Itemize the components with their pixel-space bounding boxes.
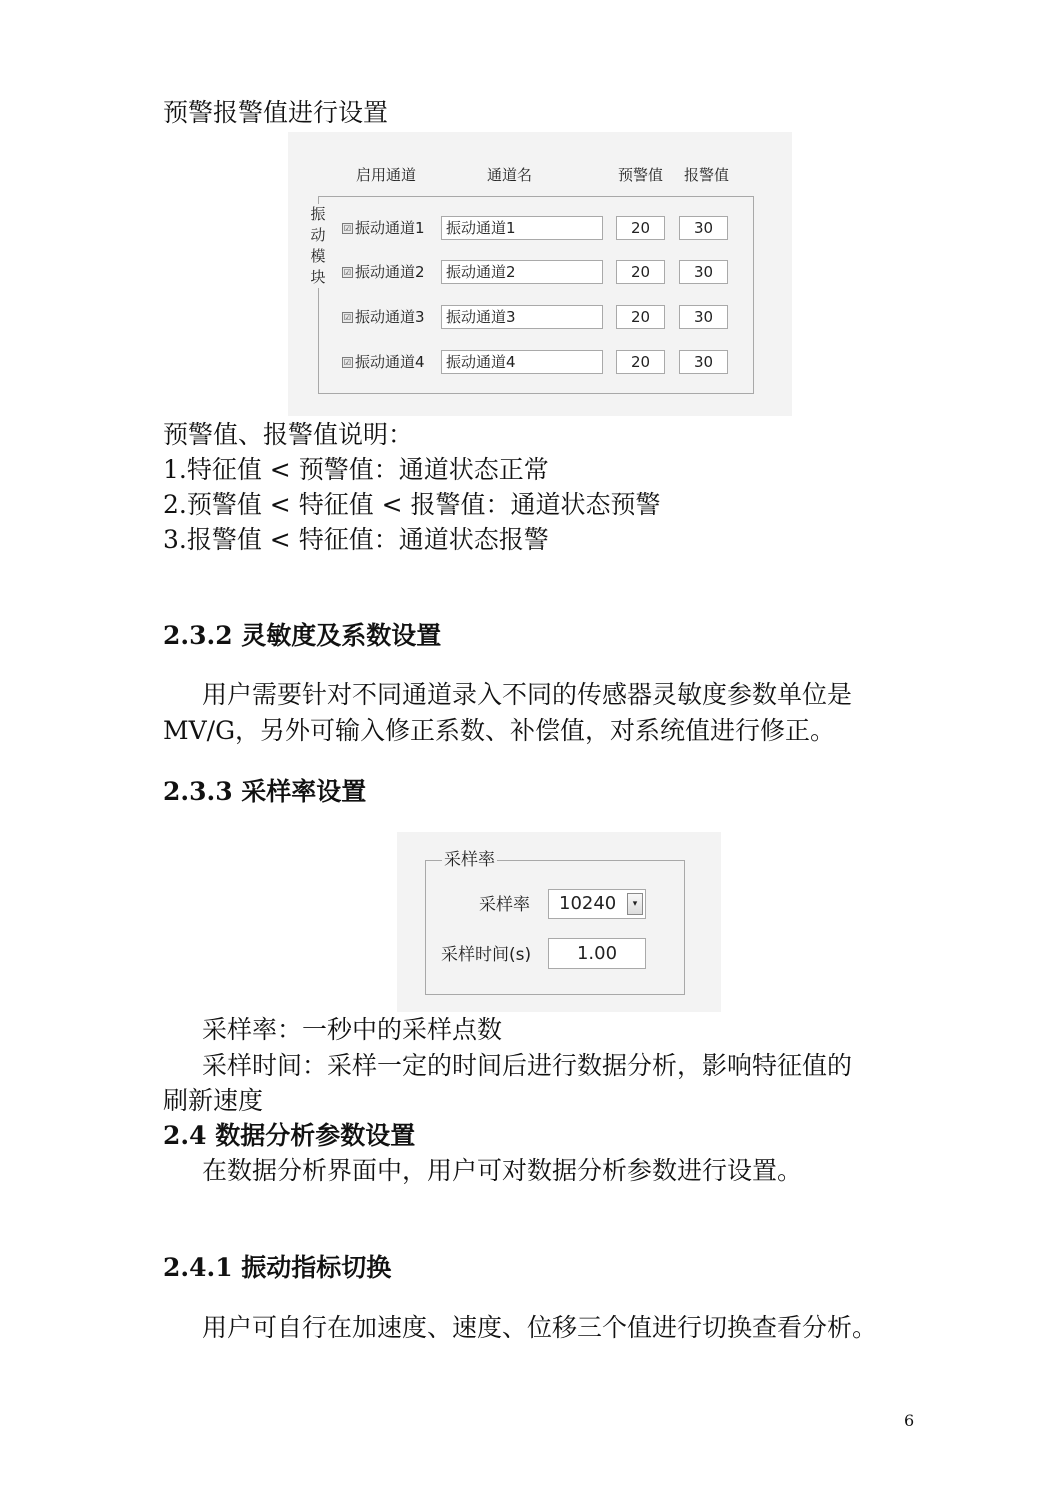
channel-4-name-input[interactable]: 振动通道4 [441, 350, 603, 374]
channel-3-label: 振动通道3 [355, 308, 425, 326]
channel-2-name-input[interactable]: 振动通道2 [441, 260, 603, 284]
section-2-4-para: 在数据分析界面中，用户可对数据分析参数进行设置。 [202, 1156, 803, 1185]
channel-1-alarm-input[interactable]: 30 [679, 216, 728, 240]
channel-2-label: 振动通道2 [355, 263, 425, 281]
sampling-rate-panel [397, 832, 721, 1012]
explain-item-3: 3.报警值 < 特征值：通道状态报警 [163, 525, 549, 554]
section-2-3-2-para-line2: MV/G，另外可输入修正系数、补偿值，对系统值进行修正。 [163, 716, 836, 745]
section-2-4-1-heading: 2.4.1 振动指标切换 [163, 1253, 392, 1282]
sampling-rate-legend: 采样率 [444, 850, 495, 870]
sample-rate-select[interactable] [548, 889, 646, 919]
intro-line: 预警报警值进行设置 [163, 98, 389, 127]
section-2-3-2-para-line1: 用户需要针对不同通道录入不同的传感器灵敏度参数单位是 [202, 680, 853, 709]
header-name: 通道名 [487, 166, 533, 184]
header-enable: 启用通道 [356, 166, 417, 184]
page-number: 6 [904, 1411, 915, 1430]
channel-4-label: 振动通道4 [355, 353, 425, 371]
channel-1-warn-input[interactable]: 20 [616, 216, 665, 240]
sample-time-desc-line2: 刷新速度 [163, 1086, 264, 1115]
channel-3-name-input[interactable]: 振动通道3 [441, 305, 603, 329]
sample-rate-label: 采样率 [479, 895, 530, 915]
channel-4-alarm-input[interactable]: 30 [679, 350, 728, 374]
channel-2-warn-input[interactable]: 20 [616, 260, 665, 284]
section-2-4-heading: 2.4 数据分析参数设置 [163, 1121, 416, 1150]
header-warn: 预警值 [618, 166, 664, 184]
channel-1-name-input[interactable]: 振动通道1 [441, 216, 603, 240]
group-label-char: 块 [310, 268, 326, 286]
group-label-char: 模 [310, 247, 326, 265]
chevron-down-icon[interactable]: ▾ [627, 893, 643, 915]
header-alarm: 报警值 [684, 166, 730, 184]
explain-item-1: 1.特征值 < 预警值：通道状态正常 [163, 455, 549, 484]
channel-settings-panel [288, 132, 792, 416]
sample-time-label: 采样时间(s) [441, 945, 532, 965]
channel-1-checkbox[interactable]: ☑ [343, 224, 352, 233]
channel-4-warn-input[interactable]: 20 [616, 350, 665, 374]
channel-3-warn-input[interactable]: 20 [616, 305, 665, 329]
explain-title: 预警值、报警值说明： [163, 420, 414, 449]
channel-1-label: 振动通道1 [355, 219, 425, 237]
group-label-char: 动 [310, 226, 326, 244]
section-2-3-3-heading: 2.3.3 采样率设置 [163, 777, 367, 806]
group-label-char: 振 [310, 205, 326, 223]
sampling-rate-group [425, 860, 685, 995]
section-2-4-1-para: 用户可自行在加速度、速度、位移三个值进行切换查看分析。 [202, 1313, 878, 1342]
channel-4-checkbox[interactable]: ☑ [343, 358, 352, 367]
sample-rate-value: 10240 [559, 893, 617, 914]
channel-3-checkbox[interactable]: ☑ [343, 313, 352, 322]
explain-item-2: 2.预警值 < 特征值 < 报警值：通道状态预警 [163, 490, 661, 519]
channel-3-alarm-input[interactable]: 30 [679, 305, 728, 329]
channel-2-alarm-input[interactable]: 30 [679, 260, 728, 284]
sample-time-input[interactable]: 1.00 [548, 938, 646, 969]
channel-2-checkbox[interactable]: ☑ [343, 268, 352, 277]
section-2-3-2-heading: 2.3.2 灵敏度及系数设置 [163, 621, 442, 650]
sample-rate-desc: 采样率：一秒中的采样点数 [202, 1015, 503, 1044]
sample-time-desc-line1: 采样时间：采样一定的时间后进行数据分析，影响特征值的 [202, 1051, 853, 1080]
